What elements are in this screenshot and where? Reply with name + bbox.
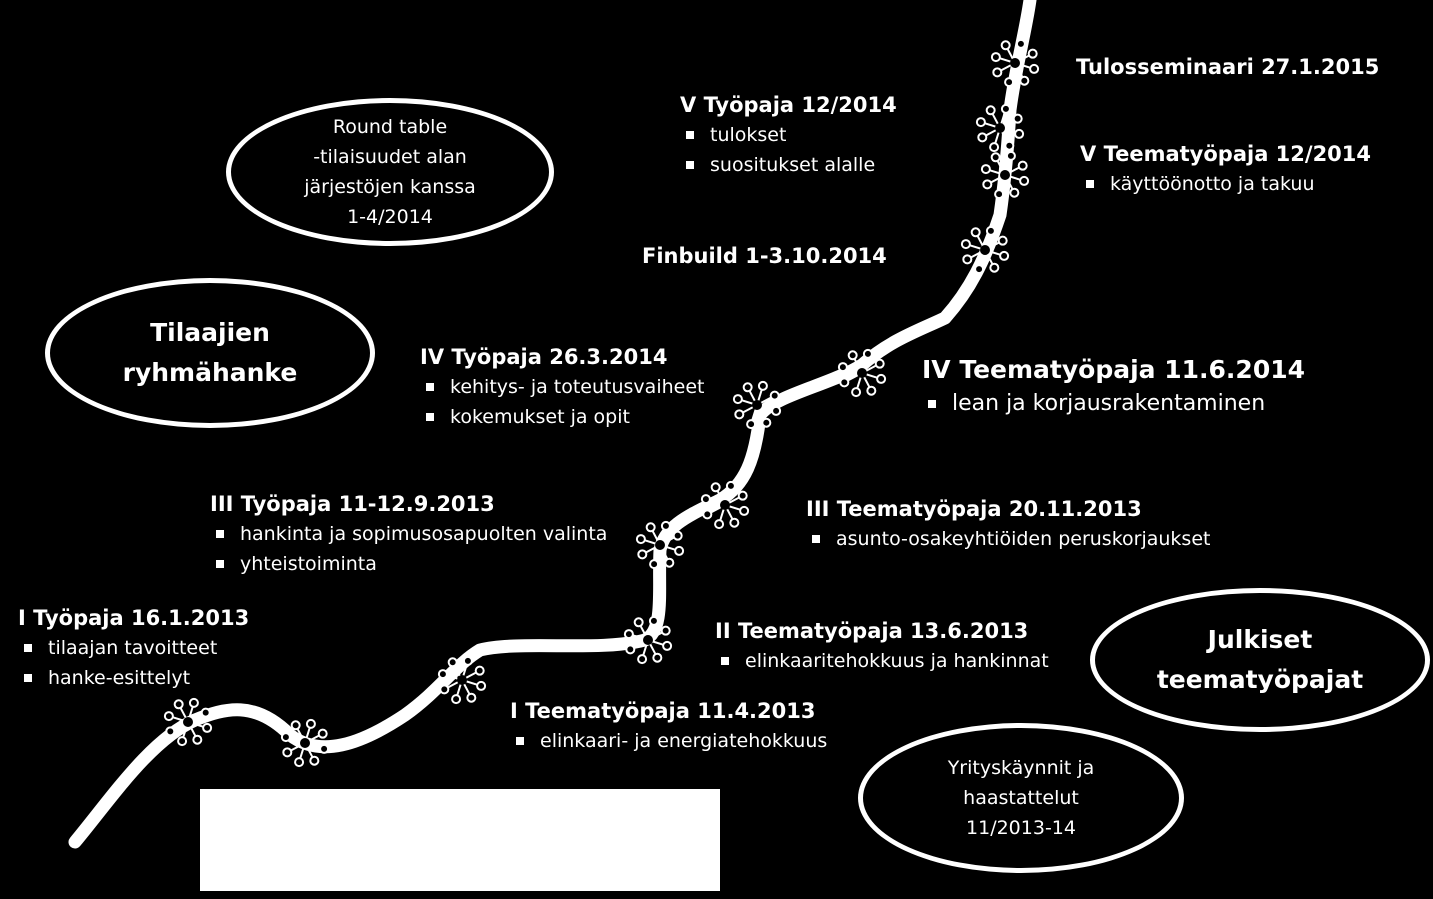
bullet-item: suositukset alalle [680, 150, 897, 180]
milestone-7 [922, 353, 1305, 421]
bullet-item: kehitys- ja toteutusvaiheet [420, 372, 704, 402]
milestone-3 [715, 616, 1049, 676]
bullet-item: tilaajan tavoitteet [18, 633, 249, 663]
milestone-5 [806, 494, 1210, 554]
blank-white-box [200, 789, 720, 891]
bullet-item: yhteistoiminta [210, 549, 607, 579]
bullet-item: hankinta ja sopimusosapuolten valinta [210, 519, 607, 549]
milestone-title: IV Työpaja 26.3.2014 [420, 345, 668, 369]
milestone-bullets [1080, 169, 1371, 199]
bullet-item: asunto-osakeyhtiöiden peruskorjaukset [806, 524, 1210, 554]
milestone-6 [420, 342, 704, 432]
bullet-item: elinkaari- ja energiatehokkuus [510, 726, 827, 756]
oval-tilaajien [45, 278, 375, 428]
milestone-11 [1076, 52, 1379, 82]
milestone-title: V Teematyöpaja 12/2014 [1080, 142, 1372, 166]
milestone-bullets [420, 372, 704, 432]
oval-line: Julkiset [1207, 625, 1313, 654]
milestone-bullets [510, 726, 827, 756]
milestone-bullets [210, 519, 607, 579]
milestone-bullets [715, 646, 1049, 676]
bullet-item: kokemukset ja opit [420, 402, 704, 432]
milestone-bullets [922, 387, 1305, 421]
oval-yrityskaynnit [858, 723, 1184, 873]
milestone-bullets [680, 120, 897, 180]
milestone-title: II Teematyöpaja 13.6.2013 [715, 619, 1029, 643]
milestone-title: Tulosseminaari 27.1.2015 [1076, 55, 1380, 79]
milestone-title: IV Teematyöpaja 11.6.2014 [922, 355, 1306, 384]
oval-text [948, 753, 1095, 843]
milestone-title: V Työpaja 12/2014 [680, 93, 897, 117]
milestone-bullets [806, 524, 1210, 554]
bullet-item: elinkaaritehokkuus ja hankinnat [715, 646, 1049, 676]
oval-line: ryhmähanke [122, 358, 298, 387]
oval-line: teematyöpajat [1156, 665, 1364, 694]
milestone-1 [18, 603, 249, 693]
milestone-9 [680, 90, 897, 180]
oval-line: järjestöjen kanssa [304, 176, 476, 198]
bullet-item: hanke-esittelyt [18, 663, 249, 693]
oval-line: 11/2013-14 [966, 817, 1076, 839]
oval-text [304, 112, 476, 232]
oval-julkiset [1090, 588, 1430, 732]
oval-line: Tilaajien [150, 318, 270, 347]
oval-line: Round table [332, 116, 448, 138]
milestone-title: Finbuild 1-3.10.2014 [642, 244, 887, 268]
milestone-10 [1080, 139, 1371, 199]
milestone-title: I Työpaja 16.1.2013 [18, 606, 250, 630]
oval-text [1157, 620, 1363, 700]
bullet-item: tulokset [680, 120, 897, 150]
milestone-title: III Työpaja 11-12.9.2013 [210, 492, 495, 516]
milestone-2 [510, 696, 827, 756]
bullet-item: käyttöönotto ja takuu [1080, 169, 1371, 199]
milestone-8 [642, 241, 887, 271]
milestone-title: III Teematyöpaja 20.11.2013 [806, 497, 1142, 521]
oval-text [123, 313, 298, 393]
oval-line: -tilaisuudet alan [313, 146, 467, 168]
bullet-item: lean ja korjausrakentaminen [922, 387, 1305, 421]
milestone-title: I Teematyöpaja 11.4.2013 [510, 699, 816, 723]
oval-line: haastattelut [963, 787, 1079, 809]
oval-round-table [226, 98, 554, 246]
milestone-bullets [18, 633, 249, 693]
oval-line: 1-4/2014 [347, 206, 433, 228]
oval-line: Yrityskäynnit ja [947, 757, 1095, 779]
milestone-4 [210, 489, 607, 579]
